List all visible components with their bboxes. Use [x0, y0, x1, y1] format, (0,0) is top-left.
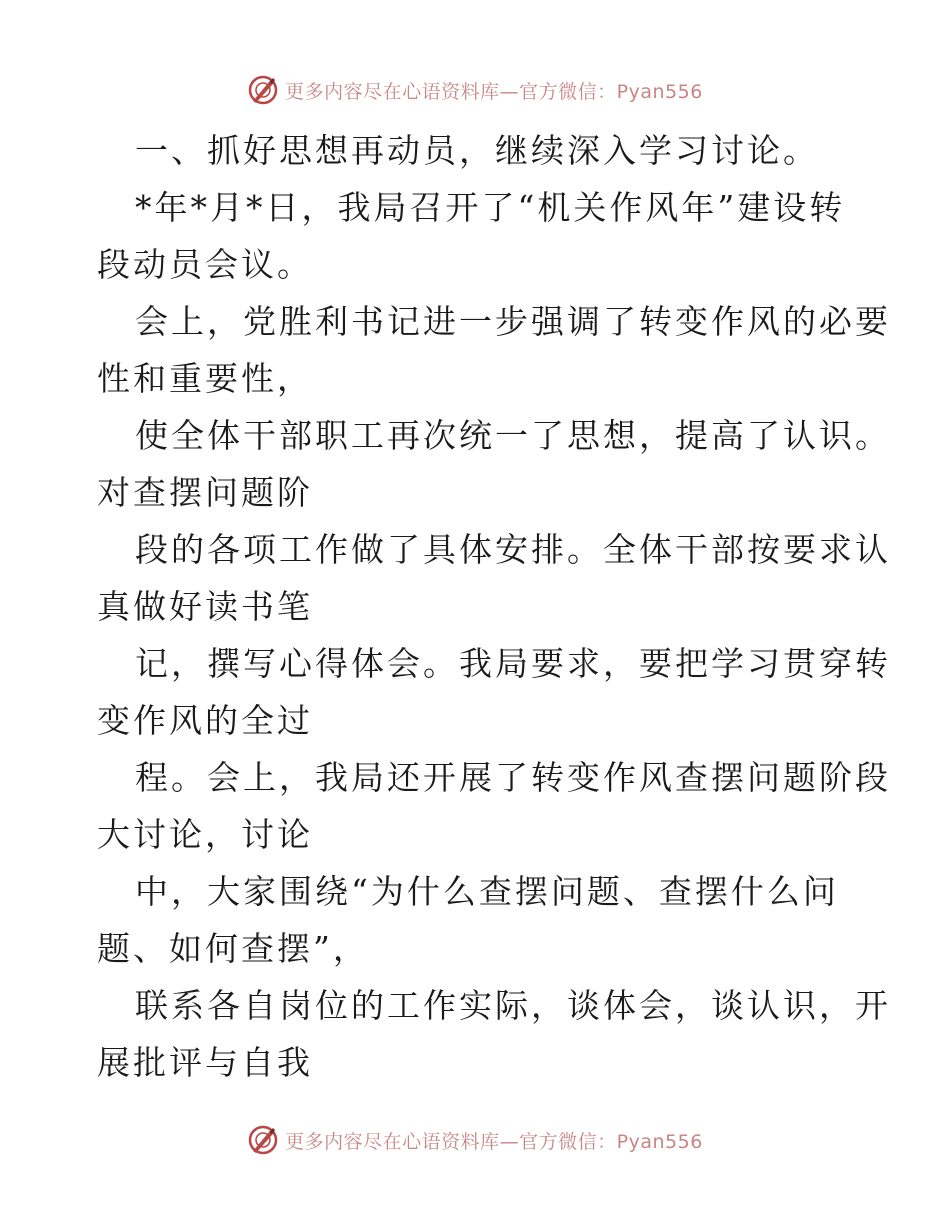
document-body [97, 122, 891, 1091]
body-line: 联系各自岗位的工作实际，谈体会，谈认识，开 [135, 986, 891, 1025]
body-line: 中，大家围绕“为什么查摆问题、查摆什么问 [135, 872, 839, 911]
body-line: 一、抓好思想再动员，继续深入学习讨论。 [135, 131, 819, 170]
body-line: 对查摆问题阶 [97, 473, 313, 512]
body-line: 段的各项工作做了具体安排。全体干部按要求认 [135, 530, 891, 569]
body-line: 真做好读书笔 [97, 587, 313, 626]
body-line: 性和重要性， [97, 359, 313, 398]
header-banner-text: 更多内容尽在心语资料库—官方微信：Pyan556 [285, 80, 703, 103]
body-line: 会上，党胜利书记进一步强调了转变作风的必要 [135, 302, 891, 341]
body-line: 记，撰写心得体会。我局要求，要把学习贯穿转 [135, 644, 891, 683]
body-line: 段动员会议。 [97, 245, 313, 284]
body-line: 题、如何查摆”， [97, 929, 369, 968]
footer-banner [0, 1120, 950, 1160]
body-line: 变作风的全过 [97, 701, 313, 740]
pen-logo-icon [247, 1124, 279, 1156]
header-banner [0, 70, 950, 110]
body-line: 大讨论，讨论 [97, 815, 313, 854]
footer-banner-text: 更多内容尽在心语资料库—官方微信：Pyan556 [285, 1130, 703, 1153]
body-line: *年*月*日，我局召开了“机关作风年”建设转 [135, 188, 846, 227]
body-line: 展批评与自我 [97, 1043, 313, 1082]
body-line: 使全体干部职工再次统一了思想，提高了认识。 [135, 416, 891, 455]
body-line: 程。会上，我局还开展了转变作风查摆问题阶段 [135, 758, 891, 797]
pen-logo-icon [247, 74, 279, 106]
